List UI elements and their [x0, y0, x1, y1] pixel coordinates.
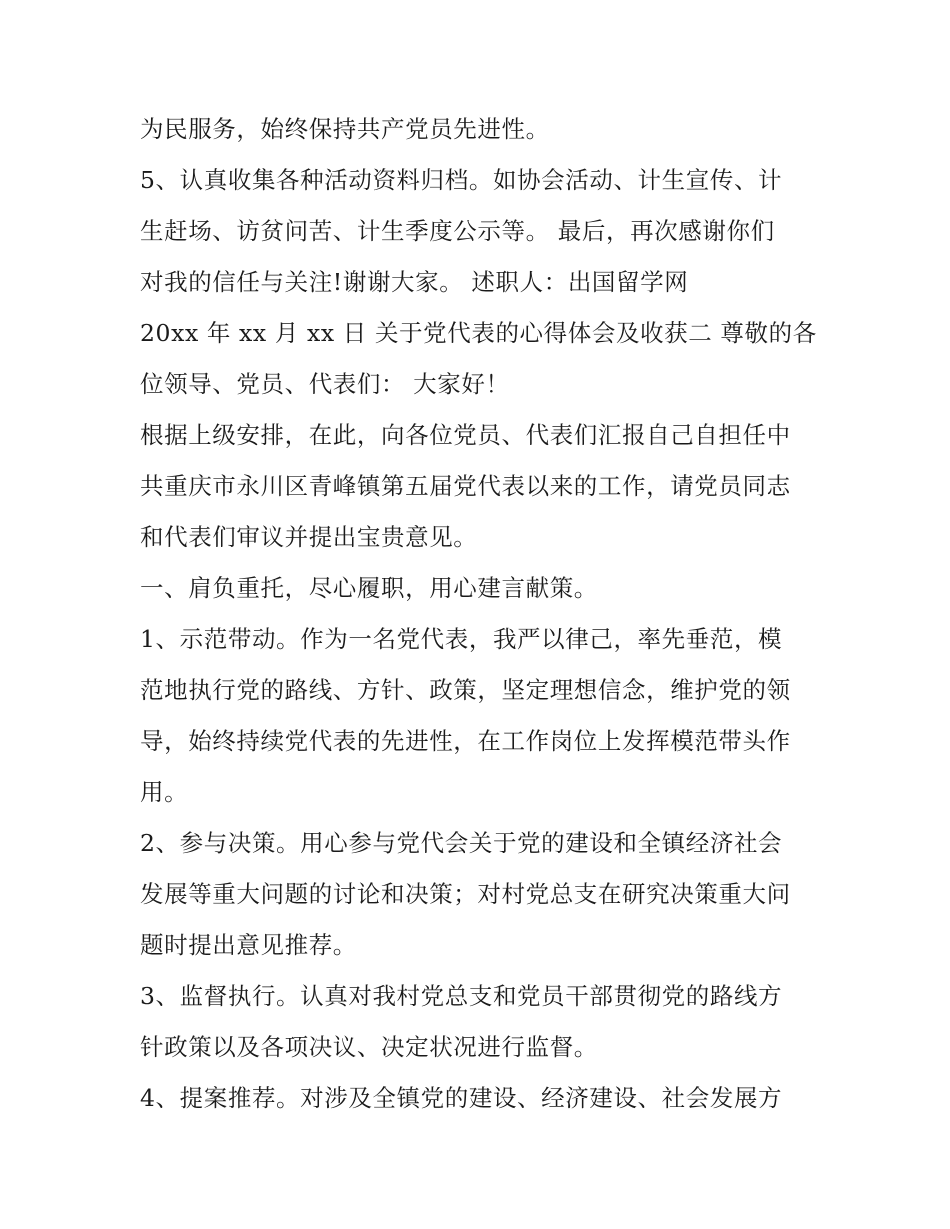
text-line: 5、认真收集各种活动资料归档。如协会活动、计生宣传、计 — [140, 166, 783, 194]
text-line: 生赶场、访贫问苦、计生季度公示等。 最后，再次感谢你们 — [140, 217, 775, 245]
text-line: 3、监督执行。认真对我村党总支和党员干部贯彻党的路线方 — [140, 982, 783, 1010]
document-body — [140, 104, 820, 1124]
text-line: 为民服务，始终保持共产党员先进性。 — [140, 115, 550, 143]
text-line: 20xx 年 xx 月 xx 日 关于党代表的心得体会及收获二 尊敬的各 — [140, 319, 817, 347]
text-line: 导，始终持续党代表的先进性，在工作岗位上发挥模范带头作 — [140, 727, 791, 755]
text-line: 根据上级安排，在此，向各位党员、代表们汇报自己自担任中 — [140, 421, 791, 449]
text-line: 共重庆市永川区青峰镇第五届党代表以来的工作，请党员同志 — [140, 472, 791, 500]
text-line: 对我的信任与关注!谢谢大家。 述职人：出国留学网 — [140, 268, 689, 296]
text-line: 用。 — [140, 778, 189, 806]
text-line: 针政策以及各项决议、决定状况进行监督。 — [140, 1033, 598, 1061]
text-line: 1、示范带动。作为一名党代表，我严以律己，率先垂范，模 — [140, 625, 783, 653]
text-line: 发展等重大问题的讨论和决策；对村党总支在研究决策重大问 — [140, 880, 791, 908]
text-line: 和代表们审议并提出宝贵意见。 — [140, 523, 478, 551]
section-heading: 一、肩负重托，尽心履职，用心建言献策。 — [140, 574, 598, 602]
text-line: 2、参与决策。用心参与党代会关于党的建设和全镇经济社会 — [140, 829, 783, 857]
text-line: 范地执行党的路线、方针、政策，坚定理想信念，维护党的领 — [140, 676, 791, 704]
text-line: 4、提案推荐。对涉及全镇党的建设、经济建设、社会发展方 — [140, 1084, 783, 1112]
text-line: 题时提出意见推荐。 — [140, 931, 357, 959]
text-line: 位领导、党员、代表们： 大家好！ — [140, 370, 510, 398]
